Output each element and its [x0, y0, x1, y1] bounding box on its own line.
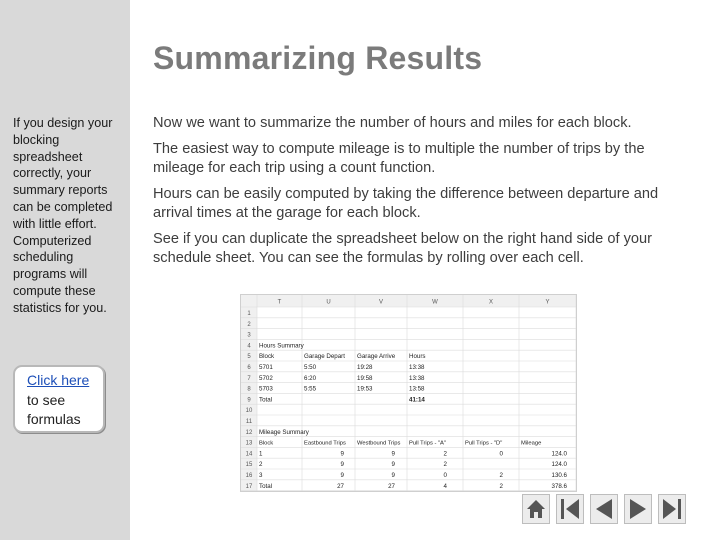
row-number: 17: [245, 483, 253, 490]
hours-header-cell: Block: [259, 353, 275, 361]
mileage-header-cell: Westbound Trips: [357, 440, 401, 447]
mileage-total-cell: 378.6: [551, 482, 567, 490]
hours-cell: 19:58: [357, 374, 373, 382]
row-number: 6: [247, 365, 251, 371]
mileage-total-cell: 2: [499, 482, 503, 490]
row-number: 3: [247, 332, 251, 339]
row-number: 15: [245, 462, 253, 469]
mileage-cell: 124.0: [551, 450, 567, 458]
mileage-total-cell: Total: [259, 482, 273, 490]
mileage-cell: 1: [259, 450, 263, 458]
previous-slide-icon[interactable]: [590, 494, 618, 524]
mileage-total-cell: 4: [443, 482, 447, 490]
body-paragraph-1: Now we want to summarize the number of hours and miles for each block.: [153, 115, 632, 131]
row-number: 13: [245, 440, 253, 447]
hours-cell: 13:38: [409, 374, 425, 382]
hours-cell: 5701: [259, 364, 273, 371]
row-number: 16: [245, 473, 253, 479]
mileage-cell: 9: [340, 472, 344, 479]
mileage-header-cell: Mileage: [521, 440, 542, 447]
next-slide-icon[interactable]: [624, 494, 652, 524]
slide-body: [153, 114, 693, 275]
hours-cell: 5702: [259, 374, 273, 382]
spreadsheet-grid: [241, 295, 576, 491]
hours-cell: 5703: [259, 385, 273, 393]
last-slide-icon[interactable]: [658, 494, 686, 524]
row-number: 14: [245, 451, 253, 458]
body-paragraph-3: Hours can be easily computed by taking the difference between departure and arrival times at the garage for each block.: [153, 186, 659, 221]
mileage-header-cell: Block: [259, 440, 274, 447]
row-number: 4: [247, 343, 251, 350]
mileage-cell: 9: [340, 450, 344, 458]
row-number: 9: [247, 397, 251, 404]
mileage-cell: 0: [443, 472, 447, 479]
see-formulas-text: to see formulas: [27, 391, 81, 427]
mileage-cell: 0: [499, 450, 503, 458]
row-number: 11: [245, 419, 253, 425]
hours-cell: 19:53: [357, 385, 373, 393]
hours-header-cell: Garage Depart: [304, 353, 345, 361]
hours-total-cell: 41:14: [409, 396, 425, 404]
hours-header-cell: Garage Arrive: [357, 353, 396, 361]
mileage-header-cell: Pull Trips - "A": [409, 440, 446, 447]
home-icon[interactable]: [522, 494, 550, 524]
hours-cell: 19:28: [357, 364, 373, 371]
mileage-total-cell: 27: [337, 482, 344, 490]
hours-total-cell: Total: [259, 396, 273, 404]
mileage-cell: 2: [499, 472, 503, 479]
hours-header-cell: Hours: [409, 353, 426, 361]
hours-summary-title: Hours Summary: [259, 342, 304, 350]
row-number: 12: [245, 429, 253, 436]
click-here-link[interactable]: Click here: [27, 372, 90, 388]
mileage-total-cell: 27: [388, 482, 395, 490]
row-number: 1: [247, 311, 251, 317]
mileage-cell: 9: [340, 461, 344, 469]
first-slide-icon[interactable]: [556, 494, 584, 524]
row-number: 5: [247, 354, 251, 361]
hours-cell: 5:55: [304, 385, 317, 393]
mileage-header-cell: Pull Trips - "D": [465, 440, 503, 447]
page-title: Summarizing Results: [153, 40, 483, 76]
formulas-help-box[interactable]: [13, 365, 105, 433]
mileage-cell: 9: [391, 472, 395, 479]
mileage-cell: 2: [443, 461, 447, 469]
body-paragraph-4: See if you can duplicate the spreadsheet below on the right hand side of your schedule sheet. You can see the formulas by rolling over each cell.: [153, 231, 652, 266]
row-number: 8: [247, 386, 251, 393]
mileage-cell: 2: [443, 450, 447, 458]
hours-cell: 13:58: [409, 385, 425, 393]
sidebar-intro-text: If you design your blocking spreadsheet correctly, your summary reports can be completed with little effort. Computerized scheduling programs will compute these statistics for you.: [13, 116, 113, 315]
mileage-cell: 130.6: [551, 472, 567, 479]
column-letter: W: [432, 299, 438, 306]
body-paragraph-2: The easiest way to compute mileage is to multiple the number of trips by the mileage for each trip using a count function.: [153, 141, 645, 176]
mileage-cell: 9: [391, 450, 395, 458]
row-number: 7: [247, 375, 251, 382]
column-letter: U: [326, 299, 331, 306]
mileage-cell: 9: [391, 461, 395, 469]
column-letter: T: [277, 299, 282, 306]
mileage-header-cell: Eastbound Trips: [304, 440, 346, 447]
mileage-cell: 3: [259, 472, 263, 479]
spreadsheet-image: [240, 294, 577, 492]
row-number: 2: [247, 321, 251, 328]
column-letter: Y: [545, 299, 550, 306]
mileage-cell: 2: [259, 461, 263, 469]
column-letter: X: [488, 299, 494, 306]
row-number: 10: [245, 408, 253, 415]
hours-cell: 13:38: [409, 364, 425, 371]
mileage-cell: 124.0: [551, 461, 567, 469]
column-letter: V: [378, 299, 384, 306]
hours-cell: 6:20: [304, 374, 317, 382]
hours-cell: 5:50: [304, 364, 317, 371]
mileage-summary-title: Mileage Summary: [259, 428, 309, 436]
column-header-band: [241, 295, 576, 307]
